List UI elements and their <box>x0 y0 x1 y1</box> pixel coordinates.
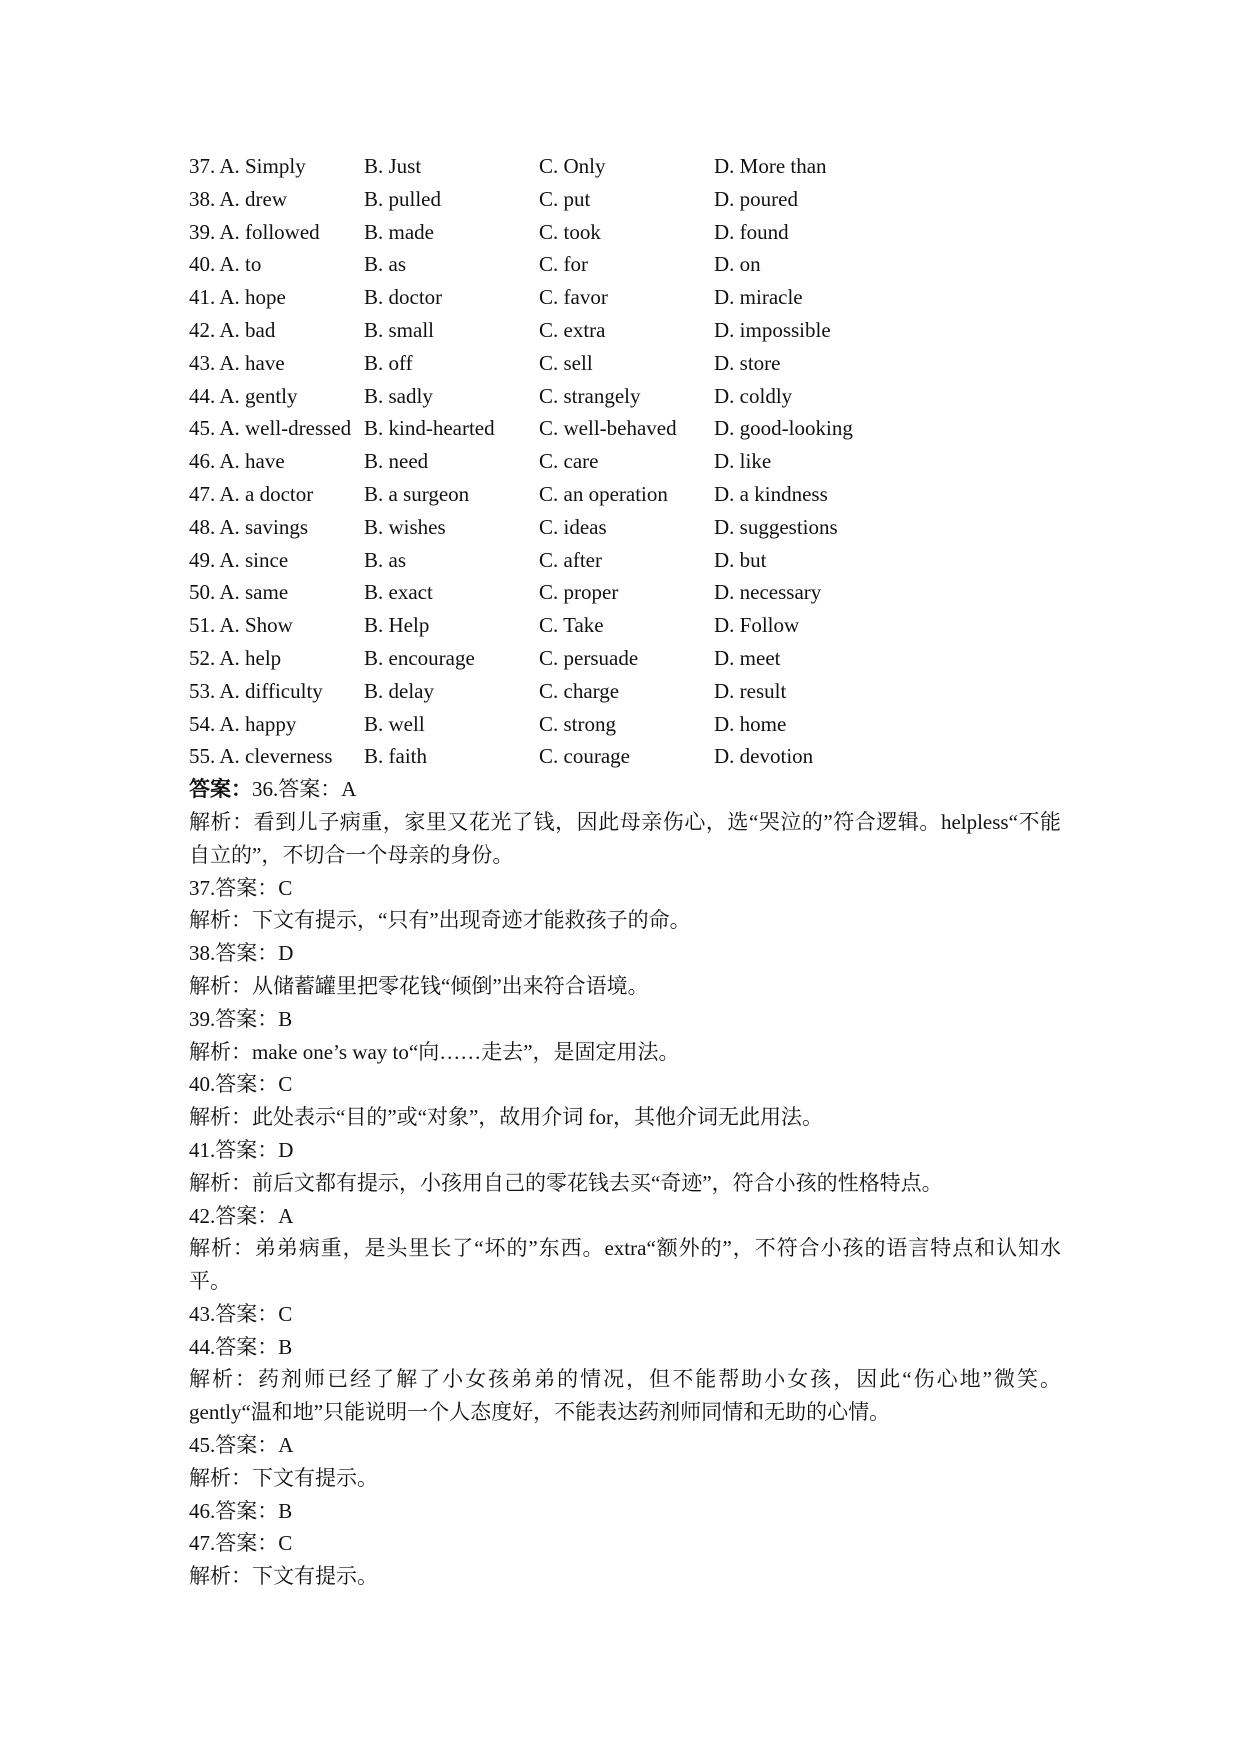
answer-line: 47.答案：C <box>189 1531 293 1556</box>
explanation-text: 解析：药剂师已经了解了小女孩弟弟的情况，但不能帮助小女孩，因此“伤心地”微笑。gently“温和地”只能说明一个人态度好，不能表达药剂师同情和无助的心情。 <box>189 1367 1061 1425</box>
document-page <box>189 150 1069 1593</box>
option-d: D. suggestions <box>714 514 838 539</box>
option-a: 47. A. a doctor <box>189 481 314 506</box>
option-a: 42. A. bad <box>189 317 276 342</box>
explanation-text: 解析：弟弟病重，是头里长了“坏的”东西。extra“额外的”，不符合小孩的语言特点和认知水平。 <box>189 1236 1061 1294</box>
option-c: C. charge <box>539 678 620 703</box>
option-d: D. on <box>714 252 761 277</box>
answers-heading: 答案： <box>189 777 252 802</box>
option-d: D. a kindness <box>714 481 828 506</box>
option-d: D. More than <box>714 154 827 178</box>
question-options-list <box>189 150 1069 773</box>
option-d: D. coldly <box>714 383 793 408</box>
question-row <box>189 150 1069 183</box>
answer-line: 41.答案：D <box>189 1137 294 1162</box>
option-b: B. sadly <box>364 383 433 408</box>
question-row <box>189 445 1069 478</box>
option-b: B. Help <box>364 613 430 638</box>
explanation-text: 解析：看到儿子病重，家里又花光了钱，因此母亲伤心，选“哭泣的”符合逻辑。helpless“不能自立的”，不切合一个母亲的身份。 <box>189 809 1061 867</box>
option-c: C. favor <box>539 285 608 310</box>
explanation-text: 解析：从储蓄罐里把零花钱“倾倒”出来符合语境。 <box>189 973 649 998</box>
option-a: 51. A. Show <box>189 613 293 638</box>
option-c: C. for <box>539 252 588 277</box>
answer-line: 43.答案：C <box>189 1301 293 1326</box>
option-c: C. persuade <box>539 645 639 670</box>
question-row <box>189 675 1069 708</box>
question-row <box>189 511 1069 544</box>
option-d: D. Follow <box>714 613 800 638</box>
option-d: D. but <box>714 547 767 572</box>
option-c: C. after <box>539 547 602 572</box>
option-b: B. pulled <box>364 186 441 211</box>
answer-line: 44.答案：B <box>189 1334 293 1359</box>
answer-line: 42.答案：A <box>189 1203 294 1228</box>
option-a: 54. A. happy <box>189 711 297 736</box>
option-d: D. found <box>714 219 789 244</box>
option-b: B. as <box>364 252 406 277</box>
option-b: B. exact <box>364 580 433 605</box>
option-a: 43. A. have <box>189 350 285 375</box>
option-c: C. an operation <box>539 481 668 506</box>
question-row <box>189 380 1069 413</box>
question-row <box>189 642 1069 675</box>
question-row <box>189 281 1069 314</box>
option-c: C. put <box>539 186 591 211</box>
option-b: B. wishes <box>364 514 446 539</box>
option-d: D. impossible <box>714 317 831 342</box>
answer-36: 36.答案：A <box>252 777 357 802</box>
option-a: 55. A. cleverness <box>189 744 333 769</box>
option-d: D. necessary <box>714 580 822 605</box>
option-a: 46. A. have <box>189 449 285 474</box>
option-d: D. meet <box>714 645 781 670</box>
option-c: C. sell <box>539 350 593 375</box>
option-b: B. faith <box>364 744 427 769</box>
answer-line: 38.答案：D <box>189 941 294 966</box>
option-c: C. ideas <box>539 514 607 539</box>
explanation-text: 解析：下文有提示。 <box>189 1564 378 1589</box>
option-c: C. took <box>539 219 601 244</box>
option-d: D. poured <box>714 186 798 211</box>
option-b: B. delay <box>364 678 434 703</box>
option-c: C. Take <box>539 613 604 638</box>
option-d: D. result <box>714 678 787 703</box>
option-a: 53. A. difficulty <box>189 678 323 703</box>
question-row <box>189 183 1069 216</box>
answers-heading-line <box>189 773 1069 806</box>
option-d: D. like <box>714 449 772 474</box>
explanation-text: 解析：此处表示“目的”或“对象”，故用介词 for，其他介词无此用法。 <box>189 1105 824 1130</box>
answer-line: 37.答案：C <box>189 875 293 900</box>
answer-line: 40.答案：C <box>189 1072 293 1097</box>
explanation-text: 解析：make one’s way to“向……走去”，是固定用法。 <box>189 1039 680 1064</box>
option-c: C. extra <box>539 317 606 342</box>
option-b: B. a surgeon <box>364 481 470 506</box>
option-c: C. strangely <box>539 383 641 408</box>
option-d: D. store <box>714 350 781 375</box>
question-row <box>189 412 1069 445</box>
answer-explanations <box>189 806 1069 1593</box>
option-a: 40. A. to <box>189 252 262 277</box>
option-c: C. proper <box>539 580 619 605</box>
question-row <box>189 314 1069 347</box>
option-b: B. Just <box>364 154 422 178</box>
option-d: D. home <box>714 711 787 736</box>
answer-line: 46.答案：B <box>189 1498 293 1523</box>
option-a: 48. A. savings <box>189 514 309 539</box>
option-d: D. devotion <box>714 744 814 769</box>
option-a: 50. A. same <box>189 580 289 605</box>
option-a: 45. A. well-dressed <box>189 416 352 441</box>
option-a: 38. A. drew <box>189 186 287 211</box>
question-row <box>189 708 1069 741</box>
option-a: 39. A. followed <box>189 219 320 244</box>
option-b: B. small <box>364 317 435 342</box>
option-d: D. miracle <box>714 285 803 310</box>
explanation-text: 解析：下文有提示，“只有”出现奇迹才能救孩子的命。 <box>189 908 691 933</box>
option-b: B. as <box>364 547 406 572</box>
option-b: B. made <box>364 219 434 244</box>
answer-line: 39.答案：B <box>189 1006 293 1031</box>
option-b: B. kind-hearted <box>364 416 495 441</box>
option-a: 52. A. help <box>189 645 282 670</box>
option-b: B. well <box>364 711 425 736</box>
question-row <box>189 248 1069 281</box>
option-b: B. encourage <box>364 645 475 670</box>
option-c: C. care <box>539 449 599 474</box>
question-row <box>189 740 1069 773</box>
option-c: C. strong <box>539 711 617 736</box>
question-row <box>189 609 1069 642</box>
explanation-text: 解析：前后文都有提示，小孩用自己的零花钱去买“奇迹”，符合小孩的性格特点。 <box>189 1170 943 1195</box>
option-c: C. well-behaved <box>539 416 677 441</box>
question-row <box>189 216 1069 249</box>
option-c: C. Only <box>539 154 606 178</box>
explanation-text: 解析：下文有提示。 <box>189 1465 378 1490</box>
question-row <box>189 478 1069 511</box>
option-d: D. good-looking <box>714 416 853 441</box>
question-row <box>189 576 1069 609</box>
option-a: 49. A. since <box>189 547 289 572</box>
option-b: B. need <box>364 449 429 474</box>
option-a: 44. A. gently <box>189 383 298 408</box>
question-row <box>189 544 1069 577</box>
option-b: B. off <box>364 350 413 375</box>
option-b: B. doctor <box>364 285 443 310</box>
question-row <box>189 347 1069 380</box>
option-a: 41. A. hope <box>189 285 286 310</box>
option-a: 37. A. Simply <box>189 154 306 178</box>
option-c: C. courage <box>539 744 630 769</box>
answer-line: 45.答案：A <box>189 1433 294 1458</box>
